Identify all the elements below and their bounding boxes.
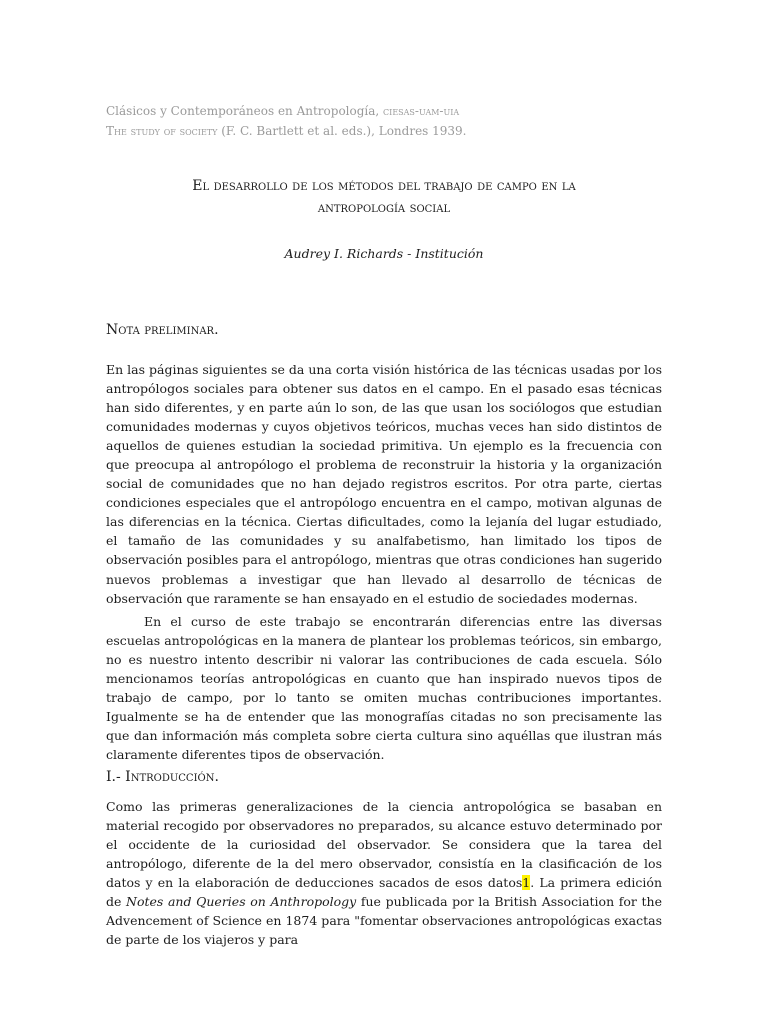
author-line: Audrey I. Richards - Institución [284,246,484,261]
footnote-marker[interactable]: 1 [522,875,531,891]
paragraph-intro-1: Como las primeras generalizaciones de la ciencia antropológica se basaban en material recogido por observadores no preparados, su alcance estuvo determinado por el occidente de la curiosidad del observador. Se considera que la tarea del antropólogo, diferente de la del mero observador, consistía en la clasificación de los datos y en la elaboración de deducciones sacados de esos datos1. La primera edición de Notes and Queries on Anthropology fue publicada por la British Association for the Advencement of Science en 1874 para "fomentar observaciones antropológicas exactas de parte de los viajeros y para [106,799,662,948]
section-heading-nota: Nota preliminar. [106,322,219,338]
book-title: Notes and Queries on Anthropology [126,894,357,910]
source-header [106,101,467,141]
section-heading-introduccion: I.- Introducción. [106,769,219,785]
source-line-2: The study of society (F. C. Bartlett et al. eds.), Londres 1939. [106,124,467,138]
paragraph-nota-1: En las páginas siguientes se da una corta visión histórica de las técnicas usadas por los antropólogos sociales para obtener sus datos en el campo. En el pasado esas técnicas han sido diferentes, y en parte aún lo son, de las que usan los sociólogos que estudian comunidades modernas y cuyos objetivos teóricos, muchas veces han sido distintos de aquellos de quienes estudian la sociedad primitiva. Un ejemplo es la frecuencia con que preocupa al antropólogo el problema de reconstruir la historia y la organización social de comunidades que no han dejado registros escritos. Por otra parte, ciertas condiciones especiales que el antropólogo encuentra en el campo, motivan algunas de las diferencias en la técnica. Ciertas dificultades, como la lejanía del lugar estudiado, el tamaño de las comunidades y su analfabetismo, han limitado los tipos de observación posibles para el antropólogo, mientras que otras condiciones han sugerido nuevos problemas a investigar que han llevado al desarrollo de técnicas de observación que raramente se han ensayado en el estudio de sociedades modernas. [106,362,662,606]
document-title: El desarrollo de los métodos del trabajo de campo en la antropología social [192,178,576,216]
paragraph-nota-2: En el curso de este trabajo se encontrarán diferencias entre las diversas escuelas antropológicas en la manera de plantear los problemas teóricos, sin embargo, no es nuestro intento describir ni valorar las contribuciones de cada escuela. Sólo mencionamos teorías antropológicas en cuanto que han inspirado nuevos tipos de trabajo de campo, por lo tanto se omiten muchas contribuciones importantes. Igualmente se ha de entender que las monografías citadas no son precisamente las que dan información más completa sobre cierta cultura sino aquéllas que ilustran más claramente diferentes tipos de observación. [106,614,662,763]
source-line-1: Clásicos y Contemporáneos en Antropología, ciesas-uam-uia [106,104,460,118]
